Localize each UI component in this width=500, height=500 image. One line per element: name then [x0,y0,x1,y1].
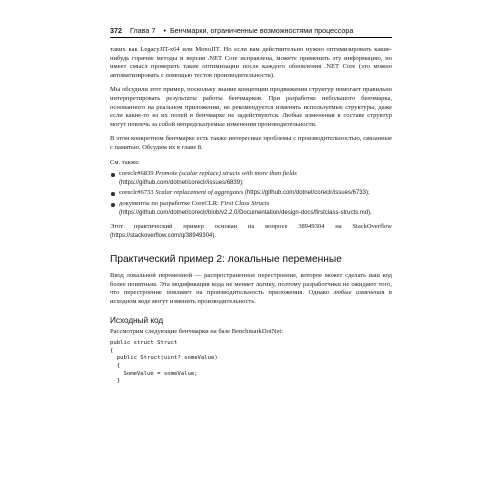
chapter-title: Бенчмарки, ограниченные возможностями процессора [169,26,354,35]
book-page [110,24,392,500]
paragraph-6: Рассмотрим следующие бенчмарки на базе BenchmarkDotNet: [110,327,283,335]
section-heading: Практический пример 2: локальные переменные [110,254,342,266]
subsection-heading: Исходный код [110,315,164,325]
ref-prefix: документы по разработке CoreCLR: [119,199,221,207]
page-body [110,46,392,386]
paragraph-1: таких как LegacyJIT-x64 или MonoJIT. Но если вам действительно нужно оптимизировать какие-нибудь горячие методы и версия .NET Core исправлена, можете применить эту информацию, но имеет смысл проверить такие оптимизации после каждого обновления .NET Core (это можно автоматизировать с помощью тестов производительности). [110,46,392,79]
list-item [110,189,392,198]
header-bullet: • [163,26,166,35]
paragraph-5-end: в исходном коде могут изменить производительность. [110,289,393,306]
ref-title: Scalar replacement of aggregates [155,189,244,197]
ref-link[interactable]: (https://github.com/dotnet/coreclr/blob/v2.2.0/Documentation/design-docs/firstclass-structs.md). [119,209,372,216]
stackoverflow-link[interactable]: (https://stackoverflow.com/q/38949304). [110,232,217,239]
ref-title: First Class Structs [220,199,270,207]
paragraph-4-text: Этот практический пример основан на вопросе 38949304 на StackOverflow [110,223,392,231]
chapter-label: Глава 7 [130,26,156,35]
ref-title: Promote (scalar replace) structs with more than fields [155,170,297,178]
running-head [110,24,392,38]
paragraph-2: Мы обсудили этот пример, поскольку знание концепции продвижения структур помогает правильно интерпретировать результаты работы бенчмарков. При разработке небольшого бенчмарка, основанного на реальном приложении, не рекомендуется изменять используемые структуры, даже если какие-то из их полей в бенчмарке не задействуются. Любые изменения в составе структур могут повлечь за собой непредсказуемые изменения производительности. [110,86,392,128]
paragraph-4 [110,223,392,240]
see-also-label: См. также: [110,158,140,166]
paragraph-3: В этом конкретном бенчмарке есть также интересные проблемы с производительностью, связанные с памятью. Обсудим их в главе 8. [110,135,392,151]
page-number: 372 [110,26,122,35]
ref-prefix: coreclr#6839 [119,170,156,178]
paragraph-5 [110,272,392,306]
ref-prefix: coreclr#6733 [119,189,156,197]
paragraph-5-start: Ввод локальной переменной — распространенное перестроение, которое может сделать ваш код более понятным. Эта модификация кода не меняет логику, поэтому разработчики не ожидают того, что перестроение повлияет на производительность приложения. Однако [110,272,392,297]
reference-list [110,170,392,217]
ref-link[interactable]: (https://github.com/dotnet/coreclr/issues/6839); [119,179,244,186]
code-listing: public struct Struct { public Struct(uint? someValue) { SomeValue = someValue; } [110,340,218,385]
paragraph-5-emphasis: любые изменения [333,289,385,297]
list-item [110,170,392,187]
ref-link[interactable]: (https://github.com/dotnet/coreclr/issues/6733); [243,190,370,197]
list-item [110,200,392,217]
